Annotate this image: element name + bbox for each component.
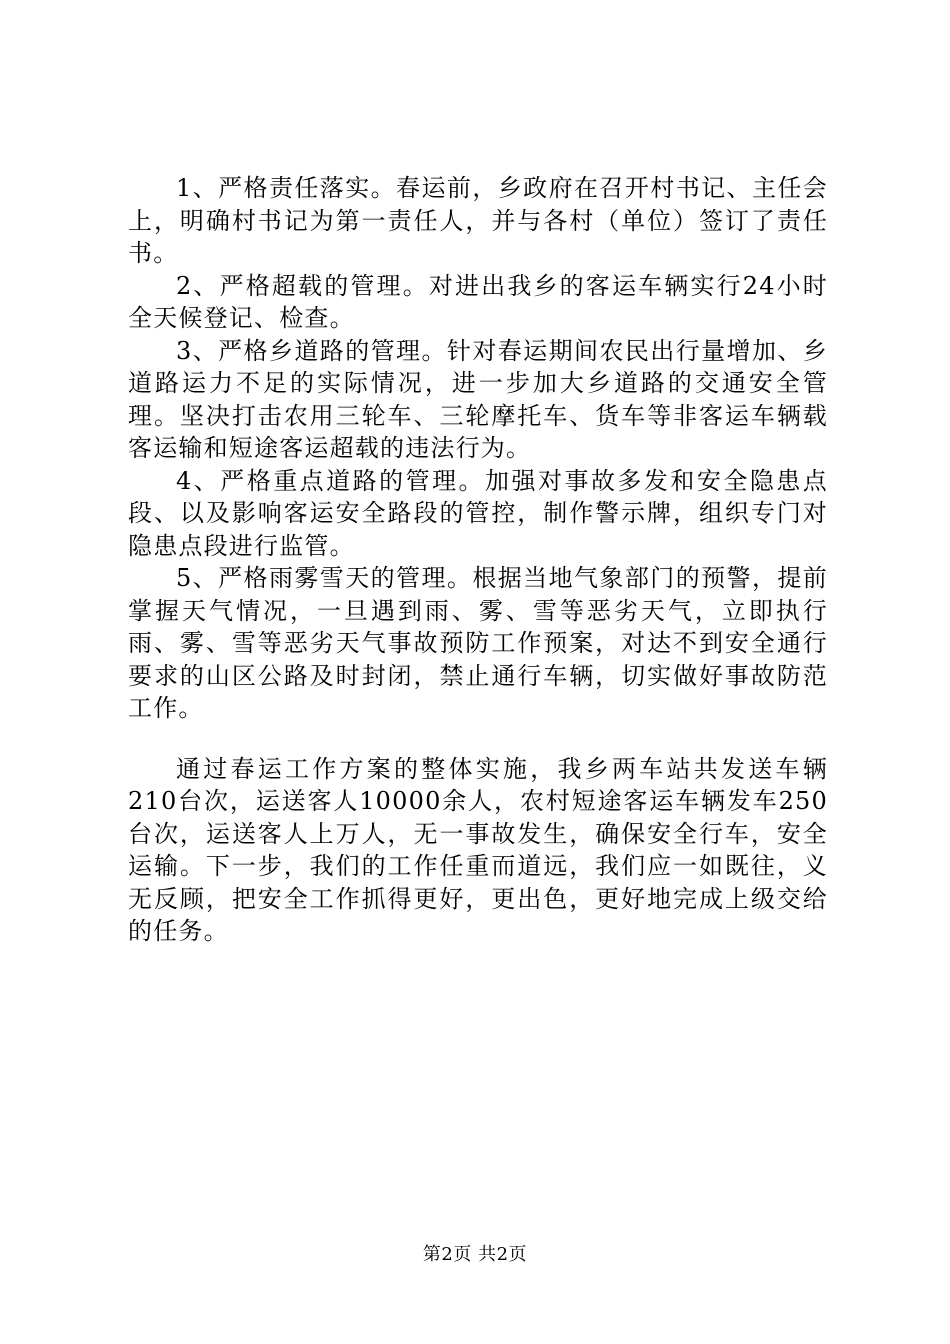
paragraph-item-3: 3、严格乡道路的管理。针对春运期间农民出行量增加、乡道路运力不足的实际情况，进一步加大乡道路的交通安全管理。坚决打击农用三轮车、三轮摩托车、货车等非客运车辆载客运输和短途客运超载的违法行为。	[128, 336, 828, 462]
paragraph-item-2: 2、严格超载的管理。对进出我乡的客运车辆实行24小时全天候登记、检查。	[128, 271, 828, 332]
paragraph-item-4: 4、严格重点道路的管理。加强对事故多发和安全隐患点段、以及影响客运安全路段的管控，制作警示牌，组织专门对隐患点段进行监管。	[128, 466, 828, 560]
paragraph-item-5: 5、严格雨雾雪天的管理。根据当地气象部门的预警，提前掌握天气情况，一旦遇到雨、雾、雪等恶劣天气，立即执行雨、雾、雪等恶劣天气事故预防工作预案，对达不到安全通行要求的山区公路及时封闭，禁止通行车辆，切实做好事故防范工作。	[128, 564, 828, 722]
document-body	[128, 172, 828, 948]
summary-paragraph: 通过春运工作方案的整体实施，我乡两车站共发送车辆210台次，运送客人10000余人，农村短途客运车辆发车250台次，运送客人上万人，无一事故发生，确保安全行车，安全运输。下一步，我们的工作任重而道远，我们应一如既往，义无反顾，把安全工作抓得更好，更出色，更好地完成上级交给的任务。	[128, 754, 828, 945]
paragraph-spacer	[128, 725, 828, 753]
paragraph-item-1: 1、严格责任落实。春运前，乡政府在召开村书记、主任会上，明确村书记为第一责任人，并与各村（单位）签订了责任书。	[128, 174, 828, 267]
page-number-footer: 第2页 共2页	[422, 1244, 528, 1265]
